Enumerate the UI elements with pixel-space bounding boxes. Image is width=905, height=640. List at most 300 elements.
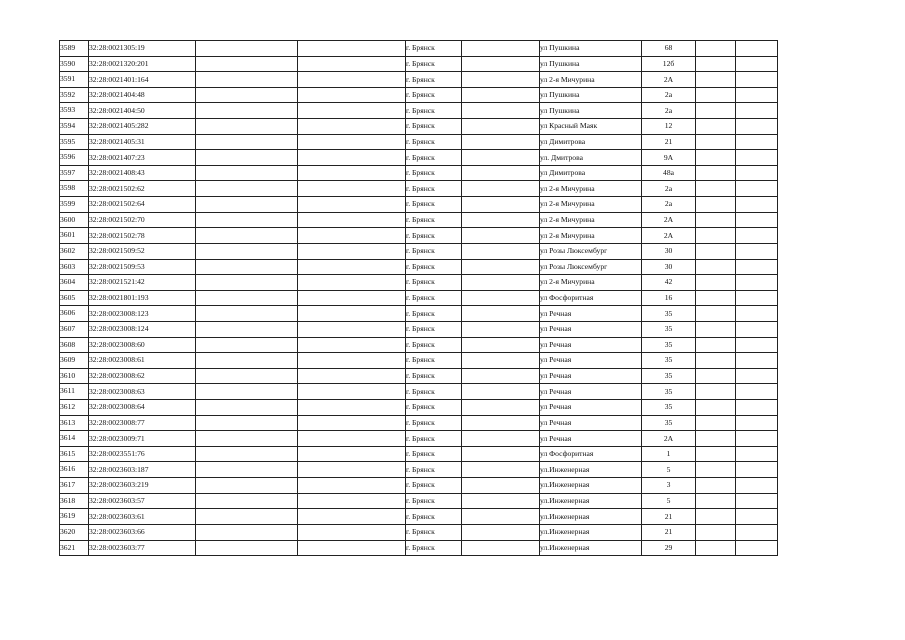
house-number-cell: 35 [642,368,696,384]
empty-cell [462,259,540,275]
empty-cell [196,368,298,384]
city-cell: г. Брянск [406,181,462,197]
table-row [60,431,778,447]
table-row [60,103,778,119]
table-row [60,275,778,291]
empty-cell [696,243,736,259]
row-number-cell: 3605 [60,290,89,306]
table-row [60,337,778,353]
city-cell: г. Брянск [406,400,462,416]
table-row [60,212,778,228]
empty-cell [696,181,736,197]
empty-cell [196,384,298,400]
house-number-cell: 21 [642,509,696,525]
row-number-cell: 3602 [60,243,89,259]
empty-cell [298,524,406,540]
city-cell: г. Брянск [406,103,462,119]
house-number-cell: 1 [642,446,696,462]
row-number-cell: 3611 [60,384,89,400]
city-cell: г. Брянск [406,337,462,353]
cadastral-number-cell: 32:28:0021401:164 [89,72,196,88]
street-cell: ул Красный Маяк [540,119,642,135]
city-cell: г. Брянск [406,243,462,259]
table-row [60,228,778,244]
empty-cell [298,306,406,322]
house-number-cell: 21 [642,524,696,540]
row-number-cell: 3596 [60,150,89,166]
empty-cell [462,181,540,197]
city-cell: г. Брянск [406,56,462,72]
cadastral-number-cell: 32:28:0023008:124 [89,321,196,337]
empty-cell [462,400,540,416]
table-row [60,290,778,306]
empty-cell [462,41,540,57]
empty-cell [196,103,298,119]
empty-cell [196,165,298,181]
street-cell: ул Речная [540,353,642,369]
street-cell: ул.Инженерная [540,524,642,540]
table-row [60,368,778,384]
cadastral-number-cell: 32:28:0021502:70 [89,212,196,228]
empty-cell [298,197,406,213]
cadastral-number-cell: 32:28:0023008:61 [89,353,196,369]
house-number-cell: 35 [642,384,696,400]
cadastral-number-cell: 32:28:0021405:31 [89,134,196,150]
house-number-cell: 2А [642,212,696,228]
street-cell: ул Речная [540,337,642,353]
empty-cell [736,212,778,228]
row-number-cell: 3594 [60,119,89,135]
empty-cell [298,368,406,384]
empty-cell [696,540,736,556]
cadastral-number-cell: 32:28:0021305:19 [89,41,196,57]
empty-cell [462,478,540,494]
city-cell: г. Брянск [406,228,462,244]
cadastral-number-cell: 32:28:0021502:64 [89,197,196,213]
street-cell: ул 2-я Мичурина [540,181,642,197]
empty-cell [696,119,736,135]
empty-cell [736,197,778,213]
empty-cell [736,150,778,166]
street-cell: ул Розы Люксембург [540,259,642,275]
row-number-cell: 3592 [60,87,89,103]
city-cell: г. Брянск [406,524,462,540]
empty-cell [736,321,778,337]
empty-cell [462,103,540,119]
empty-cell [462,150,540,166]
row-number-cell: 3599 [60,197,89,213]
city-cell: г. Брянск [406,119,462,135]
empty-cell [736,524,778,540]
empty-cell [736,56,778,72]
empty-cell [462,384,540,400]
table-row [60,446,778,462]
street-cell: ул Фосфоритная [540,290,642,306]
cadastral-number-cell: 32:28:0023603:187 [89,462,196,478]
empty-cell [462,275,540,291]
street-cell: ул 2-я Мичурина [540,228,642,244]
house-number-cell: 21 [642,134,696,150]
empty-cell [196,212,298,228]
cadastral-number-cell: 32:28:0023551:76 [89,446,196,462]
cadastral-number-cell: 32:28:0021405:282 [89,119,196,135]
empty-cell [696,384,736,400]
empty-cell [736,181,778,197]
table-row [60,524,778,540]
empty-cell [696,72,736,88]
empty-cell [696,150,736,166]
street-cell: ул Речная [540,431,642,447]
empty-cell [298,540,406,556]
empty-cell [462,493,540,509]
row-number-cell: 3620 [60,524,89,540]
table-row [60,509,778,525]
city-cell: г. Брянск [406,72,462,88]
empty-cell [696,134,736,150]
cadastral-number-cell: 32:28:0021404:50 [89,103,196,119]
city-cell: г. Брянск [406,321,462,337]
empty-cell [298,337,406,353]
row-number-cell: 3621 [60,540,89,556]
registry-body [60,41,778,556]
row-number-cell: 3589 [60,41,89,57]
cadastral-number-cell: 32:28:0021801:193 [89,290,196,306]
table-row [60,384,778,400]
empty-cell [298,181,406,197]
street-cell: ул Пушкина [540,41,642,57]
table-row [60,119,778,135]
cadastral-number-cell: 32:28:0021509:52 [89,243,196,259]
empty-cell [696,212,736,228]
empty-cell [696,462,736,478]
table-row [60,493,778,509]
empty-cell [696,259,736,275]
street-cell: ул Речная [540,321,642,337]
empty-cell [736,431,778,447]
empty-cell [462,56,540,72]
city-cell: г. Брянск [406,493,462,509]
cadastral-number-cell: 32:28:0023008:60 [89,337,196,353]
table-row [60,150,778,166]
city-cell: г. Брянск [406,415,462,431]
empty-cell [298,275,406,291]
empty-cell [196,353,298,369]
row-number-cell: 3593 [60,103,89,119]
cadastral-number-cell: 32:28:0023009:71 [89,431,196,447]
city-cell: г. Брянск [406,134,462,150]
cadastral-number-cell: 32:28:0021502:78 [89,228,196,244]
empty-cell [736,493,778,509]
empty-cell [736,306,778,322]
house-number-cell: 12б [642,56,696,72]
city-cell: г. Брянск [406,509,462,525]
cadastral-number-cell: 32:28:0023008:63 [89,384,196,400]
table-row [60,87,778,103]
empty-cell [462,212,540,228]
house-number-cell: 48а [642,165,696,181]
empty-cell [196,478,298,494]
street-cell: ул.Инженерная [540,493,642,509]
registry-table [59,40,778,556]
city-cell: г. Брянск [406,306,462,322]
empty-cell [298,87,406,103]
empty-cell [736,259,778,275]
city-cell: г. Брянск [406,41,462,57]
empty-cell [736,400,778,416]
house-number-cell: 30 [642,259,696,275]
empty-cell [736,509,778,525]
empty-cell [462,524,540,540]
house-number-cell: 29 [642,540,696,556]
empty-cell [462,321,540,337]
cadastral-number-cell: 32:28:0021408:43 [89,165,196,181]
empty-cell [696,478,736,494]
row-number-cell: 3598 [60,181,89,197]
empty-cell [736,540,778,556]
empty-cell [298,134,406,150]
empty-cell [196,306,298,322]
empty-cell [696,337,736,353]
empty-cell [196,431,298,447]
empty-cell [462,243,540,259]
row-number-cell: 3597 [60,165,89,181]
row-number-cell: 3616 [60,462,89,478]
row-number-cell: 3595 [60,134,89,150]
empty-cell [696,56,736,72]
empty-cell [196,87,298,103]
city-cell: г. Брянск [406,368,462,384]
street-cell: ул Речная [540,384,642,400]
empty-cell [736,368,778,384]
empty-cell [196,462,298,478]
empty-cell [696,321,736,337]
street-cell: ул 2-я Мичурина [540,212,642,228]
empty-cell [196,41,298,57]
empty-cell [196,275,298,291]
street-cell: ул 2-я Мичурина [540,275,642,291]
table-row [60,243,778,259]
city-cell: г. Брянск [406,446,462,462]
empty-cell [298,478,406,494]
empty-cell [736,446,778,462]
empty-cell [696,446,736,462]
empty-cell [462,72,540,88]
empty-cell [462,197,540,213]
row-number-cell: 3619 [60,509,89,525]
empty-cell [462,134,540,150]
empty-cell [196,446,298,462]
empty-cell [462,353,540,369]
street-cell: ул Димитрова [540,165,642,181]
empty-cell [696,493,736,509]
empty-cell [196,509,298,525]
cadastral-number-cell: 32:28:0023008:77 [89,415,196,431]
street-cell: ул Речная [540,400,642,416]
empty-cell [298,431,406,447]
empty-cell [696,524,736,540]
row-number-cell: 3604 [60,275,89,291]
table-row [60,56,778,72]
empty-cell [736,72,778,88]
table-row [60,134,778,150]
street-cell: ул.Инженерная [540,478,642,494]
empty-cell [696,431,736,447]
empty-cell [736,103,778,119]
row-number-cell: 3618 [60,493,89,509]
empty-cell [196,119,298,135]
empty-cell [696,228,736,244]
empty-cell [298,415,406,431]
house-number-cell: 2а [642,103,696,119]
house-number-cell: 5 [642,493,696,509]
house-number-cell: 68 [642,41,696,57]
empty-cell [298,400,406,416]
empty-cell [736,337,778,353]
row-number-cell: 3601 [60,228,89,244]
cadastral-number-cell: 32:28:0023603:57 [89,493,196,509]
city-cell: г. Брянск [406,165,462,181]
cadastral-number-cell: 32:28:0023603:77 [89,540,196,556]
row-number-cell: 3603 [60,259,89,275]
empty-cell [298,165,406,181]
empty-cell [462,165,540,181]
empty-cell [196,181,298,197]
empty-cell [462,87,540,103]
cadastral-number-cell: 32:28:0021502:62 [89,181,196,197]
street-cell: ул Пушкина [540,87,642,103]
street-cell: ул Пушкина [540,56,642,72]
empty-cell [196,72,298,88]
empty-cell [696,275,736,291]
empty-cell [298,150,406,166]
empty-cell [696,415,736,431]
city-cell: г. Брянск [406,259,462,275]
empty-cell [196,337,298,353]
street-cell: ул Речная [540,306,642,322]
street-cell: ул Пушкина [540,103,642,119]
empty-cell [736,384,778,400]
house-number-cell: 35 [642,415,696,431]
empty-cell [736,478,778,494]
city-cell: г. Брянск [406,540,462,556]
street-cell: ул 2-я Мичурина [540,197,642,213]
street-cell: ул Розы Люксембург [540,243,642,259]
empty-cell [462,431,540,447]
cadastral-number-cell: 32:28:0021407:23 [89,150,196,166]
empty-cell [736,228,778,244]
table-row [60,400,778,416]
table-row [60,321,778,337]
cadastral-number-cell: 32:28:0021521:42 [89,275,196,291]
house-number-cell: 30 [642,243,696,259]
table-row [60,478,778,494]
table-row [60,165,778,181]
cadastral-number-cell: 32:28:0023603:66 [89,524,196,540]
row-number-cell: 3609 [60,353,89,369]
empty-cell [696,306,736,322]
empty-cell [462,509,540,525]
row-number-cell: 3615 [60,446,89,462]
street-cell: ул 2-я Мичурина [540,72,642,88]
street-cell: ул. Дмитрова [540,150,642,166]
city-cell: г. Брянск [406,462,462,478]
empty-cell [298,243,406,259]
empty-cell [696,400,736,416]
empty-cell [736,243,778,259]
empty-cell [462,462,540,478]
empty-cell [696,509,736,525]
empty-cell [462,337,540,353]
row-number-cell: 3600 [60,212,89,228]
street-cell: ул Фосфоритная [540,446,642,462]
empty-cell [298,56,406,72]
table-row [60,72,778,88]
house-number-cell: 42 [642,275,696,291]
empty-cell [696,290,736,306]
empty-cell [462,446,540,462]
empty-cell [298,462,406,478]
house-number-cell: 2а [642,87,696,103]
row-number-cell: 3613 [60,415,89,431]
empty-cell [462,306,540,322]
street-cell: ул Речная [540,368,642,384]
empty-cell [696,197,736,213]
empty-cell [196,321,298,337]
empty-cell [736,134,778,150]
house-number-cell: 35 [642,306,696,322]
empty-cell [298,72,406,88]
cadastral-number-cell: 32:28:0021320:201 [89,56,196,72]
empty-cell [462,119,540,135]
city-cell: г. Брянск [406,290,462,306]
empty-cell [696,368,736,384]
empty-cell [298,384,406,400]
empty-cell [196,415,298,431]
house-number-cell: 2А [642,72,696,88]
row-number-cell: 3606 [60,306,89,322]
empty-cell [298,353,406,369]
empty-cell [298,290,406,306]
cadastral-number-cell: 32:28:0021404:48 [89,87,196,103]
street-cell: ул.Инженерная [540,509,642,525]
empty-cell [696,165,736,181]
table-row [60,306,778,322]
empty-cell [696,103,736,119]
empty-cell [196,197,298,213]
empty-cell [196,400,298,416]
city-cell: г. Брянск [406,275,462,291]
empty-cell [736,165,778,181]
empty-cell [736,87,778,103]
row-number-cell: 3590 [60,56,89,72]
house-number-cell: 35 [642,321,696,337]
empty-cell [298,321,406,337]
empty-cell [696,353,736,369]
street-cell: ул Димитрова [540,134,642,150]
cadastral-number-cell: 32:28:0023008:123 [89,306,196,322]
row-number-cell: 3591 [60,72,89,88]
row-number-cell: 3612 [60,400,89,416]
empty-cell [196,56,298,72]
house-number-cell: 3 [642,478,696,494]
empty-cell [196,259,298,275]
city-cell: г. Брянск [406,212,462,228]
house-number-cell: 2А [642,431,696,447]
city-cell: г. Брянск [406,150,462,166]
cadastral-number-cell: 32:28:0023008:62 [89,368,196,384]
cadastral-number-cell: 32:28:0021509:53 [89,259,196,275]
empty-cell [696,41,736,57]
